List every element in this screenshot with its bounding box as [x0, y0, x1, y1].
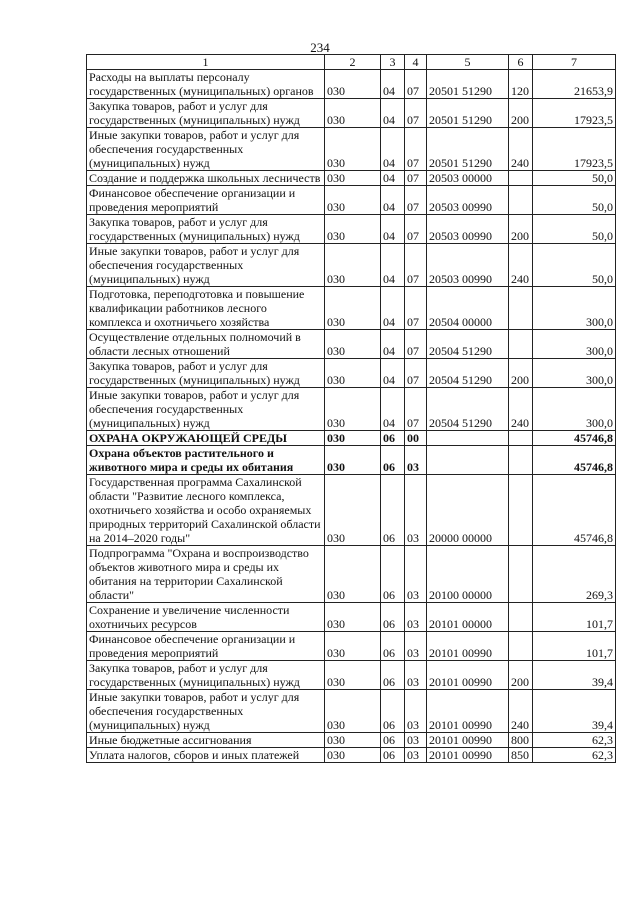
- table-row: [87, 632, 616, 661]
- row-section-code: 04: [381, 128, 405, 171]
- row-admin-code: 030: [325, 99, 381, 128]
- row-amount: 300,0: [533, 388, 616, 431]
- row-admin-code: 030: [325, 733, 381, 748]
- row-section-code: 06: [381, 446, 405, 475]
- row-expense-type-code: [509, 603, 533, 632]
- row-amount: 101,7: [533, 632, 616, 661]
- row-target-code: 20504 00000: [427, 287, 509, 330]
- row-admin-code: 030: [325, 446, 381, 475]
- row-target-code: 20504 51290: [427, 388, 509, 431]
- row-section-code: 06: [381, 475, 405, 546]
- table-row: [87, 99, 616, 128]
- row-admin-code: 030: [325, 388, 381, 431]
- row-admin-code: 030: [325, 215, 381, 244]
- row-admin-code: 030: [325, 244, 381, 287]
- row-subsection-code: 07: [405, 171, 427, 186]
- row-amount: 21653,9: [533, 70, 616, 99]
- row-admin-code: 030: [325, 632, 381, 661]
- row-target-code: 20101 00990: [427, 690, 509, 733]
- row-admin-code: 030: [325, 128, 381, 171]
- row-amount: 300,0: [533, 287, 616, 330]
- row-amount: 50,0: [533, 186, 616, 215]
- column-header-7: 7: [533, 55, 616, 70]
- row-admin-code: 030: [325, 748, 381, 763]
- row-name: Иные закупки товаров, работ и услуг для обеспечения государственных (муниципальных) нужд: [87, 388, 325, 431]
- row-target-code: 20101 00990: [427, 733, 509, 748]
- column-header-4: 4: [405, 55, 427, 70]
- row-expense-type-code: 800: [509, 733, 533, 748]
- row-name: Охрана объектов растительного и животного мира и среды их обитания: [87, 446, 325, 475]
- row-amount: 45746,8: [533, 475, 616, 546]
- column-header-5: 5: [427, 55, 509, 70]
- row-expense-type-code: 850: [509, 748, 533, 763]
- row-subsection-code: 03: [405, 603, 427, 632]
- row-subsection-code: 07: [405, 99, 427, 128]
- row-name: Иные бюджетные ассигнования: [87, 733, 325, 748]
- row-amount: 269,3: [533, 546, 616, 603]
- row-subsection-code: 03: [405, 546, 427, 603]
- table-row: [87, 431, 616, 446]
- row-target-code: 20101 00000: [427, 603, 509, 632]
- row-name: ОХРАНА ОКРУЖАЮЩЕЙ СРЕДЫ: [87, 431, 325, 446]
- row-subsection-code: 07: [405, 128, 427, 171]
- table-row: [87, 171, 616, 186]
- row-section-code: 06: [381, 603, 405, 632]
- row-section-code: 04: [381, 388, 405, 431]
- row-name: Государственная программа Сахалинской области "Развитие лесного комплекса, охотничьего хозяйства и особо охраняемых природных территорий Сахалинской области на 2014–2020 годы": [87, 475, 325, 546]
- row-admin-code: 030: [325, 546, 381, 603]
- column-header-1: 1: [87, 55, 325, 70]
- row-target-code: 20101 00990: [427, 661, 509, 690]
- row-subsection-code: 00: [405, 431, 427, 446]
- row-admin-code: 030: [325, 603, 381, 632]
- row-target-code: 20504 51290: [427, 330, 509, 359]
- row-expense-type-code: [509, 632, 533, 661]
- row-name: Закупка товаров, работ и услуг для государственных (муниципальных) нужд: [87, 215, 325, 244]
- row-subsection-code: 03: [405, 690, 427, 733]
- row-admin-code: 030: [325, 287, 381, 330]
- table-row: [87, 733, 616, 748]
- row-subsection-code: 07: [405, 359, 427, 388]
- row-target-code: 20503 00990: [427, 215, 509, 244]
- budget-table: [86, 54, 616, 763]
- row-amount: 50,0: [533, 215, 616, 244]
- row-subsection-code: 07: [405, 215, 427, 244]
- row-subsection-code: 03: [405, 446, 427, 475]
- table-row: [87, 359, 616, 388]
- row-expense-type-code: [509, 186, 533, 215]
- row-subsection-code: 07: [405, 287, 427, 330]
- row-section-code: 04: [381, 171, 405, 186]
- row-section-code: 04: [381, 359, 405, 388]
- row-admin-code: 030: [325, 690, 381, 733]
- row-section-code: 06: [381, 748, 405, 763]
- row-expense-type-code: 240: [509, 244, 533, 287]
- row-subsection-code: 03: [405, 748, 427, 763]
- row-name: Закупка товаров, работ и услуг для государственных (муниципальных) нужд: [87, 661, 325, 690]
- row-name: Осуществление отдельных полномочий в области лесных отношений: [87, 330, 325, 359]
- row-amount: 50,0: [533, 171, 616, 186]
- row-expense-type-code: [509, 330, 533, 359]
- row-subsection-code: 07: [405, 330, 427, 359]
- column-header-3: 3: [381, 55, 405, 70]
- table-row: [87, 186, 616, 215]
- row-amount: 300,0: [533, 359, 616, 388]
- row-target-code: [427, 431, 509, 446]
- row-amount: 39,4: [533, 661, 616, 690]
- row-expense-type-code: 120: [509, 70, 533, 99]
- row-admin-code: 030: [325, 186, 381, 215]
- row-name: Закупка товаров, работ и услуг для государственных (муниципальных) нужд: [87, 99, 325, 128]
- row-amount: 17923,5: [533, 128, 616, 171]
- row-section-code: 06: [381, 431, 405, 446]
- row-section-code: 04: [381, 287, 405, 330]
- row-subsection-code: 03: [405, 475, 427, 546]
- table-row: [87, 475, 616, 546]
- row-target-code: 20501 51290: [427, 128, 509, 171]
- row-name: Иные закупки товаров, работ и услуг для обеспечения государственных (муниципальных) нужд: [87, 244, 325, 287]
- row-expense-type-code: 200: [509, 661, 533, 690]
- row-section-code: 06: [381, 661, 405, 690]
- row-expense-type-code: 240: [509, 388, 533, 431]
- row-name: Закупка товаров, работ и услуг для государственных (муниципальных) нужд: [87, 359, 325, 388]
- row-target-code: 20100 00000: [427, 546, 509, 603]
- row-amount: 17923,5: [533, 99, 616, 128]
- row-section-code: 06: [381, 546, 405, 603]
- row-name: Финансовое обеспечение организации и проведения мероприятий: [87, 632, 325, 661]
- row-expense-type-code: 200: [509, 215, 533, 244]
- row-name: Финансовое обеспечение организации и проведения мероприятий: [87, 186, 325, 215]
- row-expense-type-code: [509, 446, 533, 475]
- row-admin-code: 030: [325, 431, 381, 446]
- row-target-code: 20501 51290: [427, 99, 509, 128]
- row-subsection-code: 03: [405, 733, 427, 748]
- row-name: Иные закупки товаров, работ и услуг для обеспечения государственных (муниципальных) нужд: [87, 690, 325, 733]
- row-target-code: 20101 00990: [427, 632, 509, 661]
- row-target-code: [427, 446, 509, 475]
- row-amount: 50,0: [533, 244, 616, 287]
- row-target-code: 20504 51290: [427, 359, 509, 388]
- row-subsection-code: 07: [405, 186, 427, 215]
- row-name: Сохранение и увеличение численности охотничьих ресурсов: [87, 603, 325, 632]
- row-name: Создание и поддержка школьных лесничеств: [87, 171, 325, 186]
- row-target-code: 20101 00990: [427, 748, 509, 763]
- row-name: Расходы на выплаты персоналу государственных (муниципальных) органов: [87, 70, 325, 99]
- row-amount: 62,3: [533, 748, 616, 763]
- row-target-code: 20501 51290: [427, 70, 509, 99]
- row-amount: 101,7: [533, 603, 616, 632]
- row-subsection-code: 03: [405, 661, 427, 690]
- row-section-code: 04: [381, 186, 405, 215]
- table-row: [87, 546, 616, 603]
- table-row: [87, 128, 616, 171]
- row-section-code: 06: [381, 690, 405, 733]
- row-expense-type-code: [509, 171, 533, 186]
- header-row: [87, 55, 616, 70]
- row-amount: 45746,8: [533, 431, 616, 446]
- row-name: Подготовка, переподготовка и повышение квалификации работников лесного комплекса и охотничьего хозяйства: [87, 287, 325, 330]
- row-subsection-code: 03: [405, 632, 427, 661]
- table-row: [87, 603, 616, 632]
- row-admin-code: 030: [325, 359, 381, 388]
- row-target-code: 20503 00990: [427, 186, 509, 215]
- table-row: [87, 215, 616, 244]
- table-row: [87, 330, 616, 359]
- row-section-code: 04: [381, 215, 405, 244]
- table-row: [87, 690, 616, 733]
- row-expense-type-code: [509, 546, 533, 603]
- table-row: [87, 244, 616, 287]
- row-amount: 45746,8: [533, 446, 616, 475]
- row-amount: 300,0: [533, 330, 616, 359]
- row-subsection-code: 07: [405, 244, 427, 287]
- row-expense-type-code: [509, 475, 533, 546]
- table-row: [87, 661, 616, 690]
- row-subsection-code: 07: [405, 388, 427, 431]
- row-amount: 62,3: [533, 733, 616, 748]
- column-header-2: 2: [325, 55, 381, 70]
- row-expense-type-code: [509, 431, 533, 446]
- row-section-code: 04: [381, 70, 405, 99]
- row-target-code: 20000 00000: [427, 475, 509, 546]
- row-name: Иные закупки товаров, работ и услуг для обеспечения государственных (муниципальных) нужд: [87, 128, 325, 171]
- row-admin-code: 030: [325, 475, 381, 546]
- row-name: Уплата налогов, сборов и иных платежей: [87, 748, 325, 763]
- table-row: [87, 287, 616, 330]
- column-header-6: 6: [509, 55, 533, 70]
- row-expense-type-code: 240: [509, 690, 533, 733]
- row-section-code: 06: [381, 733, 405, 748]
- row-admin-code: 030: [325, 171, 381, 186]
- row-name: Подпрограмма "Охрана и воспроизводство объектов животного мира и среды их обитания на территории Сахалинской области": [87, 546, 325, 603]
- table-row: [87, 446, 616, 475]
- row-section-code: 04: [381, 330, 405, 359]
- row-section-code: 06: [381, 632, 405, 661]
- row-amount: 39,4: [533, 690, 616, 733]
- row-subsection-code: 07: [405, 70, 427, 99]
- table-row: [87, 70, 616, 99]
- table-body: [87, 70, 616, 763]
- row-section-code: 04: [381, 99, 405, 128]
- row-admin-code: 030: [325, 70, 381, 99]
- table-row: [87, 388, 616, 431]
- row-expense-type-code: [509, 287, 533, 330]
- row-expense-type-code: 240: [509, 128, 533, 171]
- page-number: 234: [310, 40, 330, 55]
- row-expense-type-code: 200: [509, 359, 533, 388]
- row-target-code: 20503 00000: [427, 171, 509, 186]
- row-expense-type-code: 200: [509, 99, 533, 128]
- row-admin-code: 030: [325, 661, 381, 690]
- table-row: [87, 748, 616, 763]
- row-admin-code: 030: [325, 330, 381, 359]
- row-section-code: 04: [381, 244, 405, 287]
- row-target-code: 20503 00990: [427, 244, 509, 287]
